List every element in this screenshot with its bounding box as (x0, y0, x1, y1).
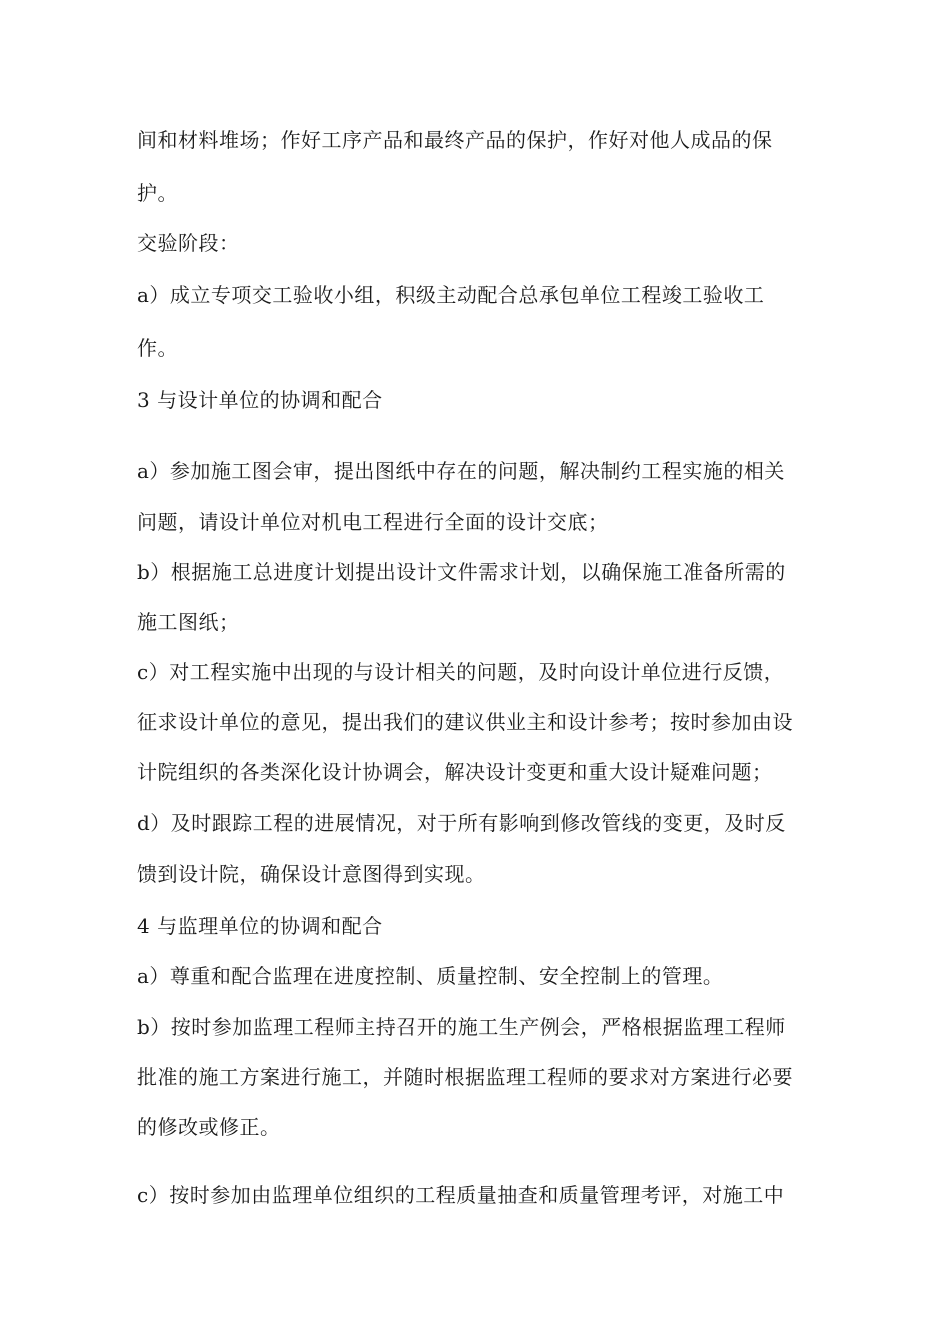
list-item: c）按时参加由监理单位组织的工程质量抽查和质量管理考评，对施工中 (137, 1183, 785, 1207)
list-item: a）成立专项交工验收小组，积级主动配合总承包单位工程竣工验收工 (137, 283, 765, 307)
list-item: a）参加施工图会审，提出图纸中存在的问题，解决制约工程实施的相关 (137, 459, 785, 483)
text-line: 馈到设计院，确保设计意图得到实现。 (137, 862, 486, 886)
list-item: c）对工程实施中出现的与设计相关的问题，及时向设计单位进行反馈， (137, 660, 785, 684)
text-line: 征求设计单位的意见，提出我们的建议供业主和设计参考；按时参加由设 (137, 710, 793, 734)
text-line: 的修改或修正。 (137, 1115, 281, 1139)
text-line: 批准的施工方案进行施工，并随时根据监理工程师的要求对方案进行必要 (137, 1065, 793, 1089)
text-line: 计院组织的各类深化设计协调会，解决设计变更和重大设计疑难问题； (137, 760, 773, 784)
list-item: b）按时参加监理工程师主持召开的施工生产例会，严格根据监理工程师 (137, 1015, 786, 1039)
list-item: d）及时跟踪工程的进展情况，对于所有影响到修改管线的变更，及时反 (137, 811, 786, 835)
list-item: a）尊重和配合监理在进度控制、质量控制、安全控制上的管理。 (137, 964, 724, 988)
list-item: b）根据施工总进度计划提出设计文件需求计划，以确保施工准备所需的 (137, 560, 786, 584)
text-line: 施工图纸； (137, 610, 240, 634)
section-heading: 4 与监理单位的协调和配合 (137, 914, 383, 938)
section-heading: 3 与设计单位的协调和配合 (137, 388, 383, 412)
text-line: 问题，请设计单位对机电工程进行全面的设计交底； (137, 510, 609, 534)
text-line: 作。 (137, 336, 178, 360)
text-line: 间和材料堆场；作好工序产品和最终产品的保护，作好对他人成品的保 (137, 128, 773, 152)
text-line: 护。 (137, 181, 178, 205)
section-label: 交验阶段： (137, 231, 240, 255)
